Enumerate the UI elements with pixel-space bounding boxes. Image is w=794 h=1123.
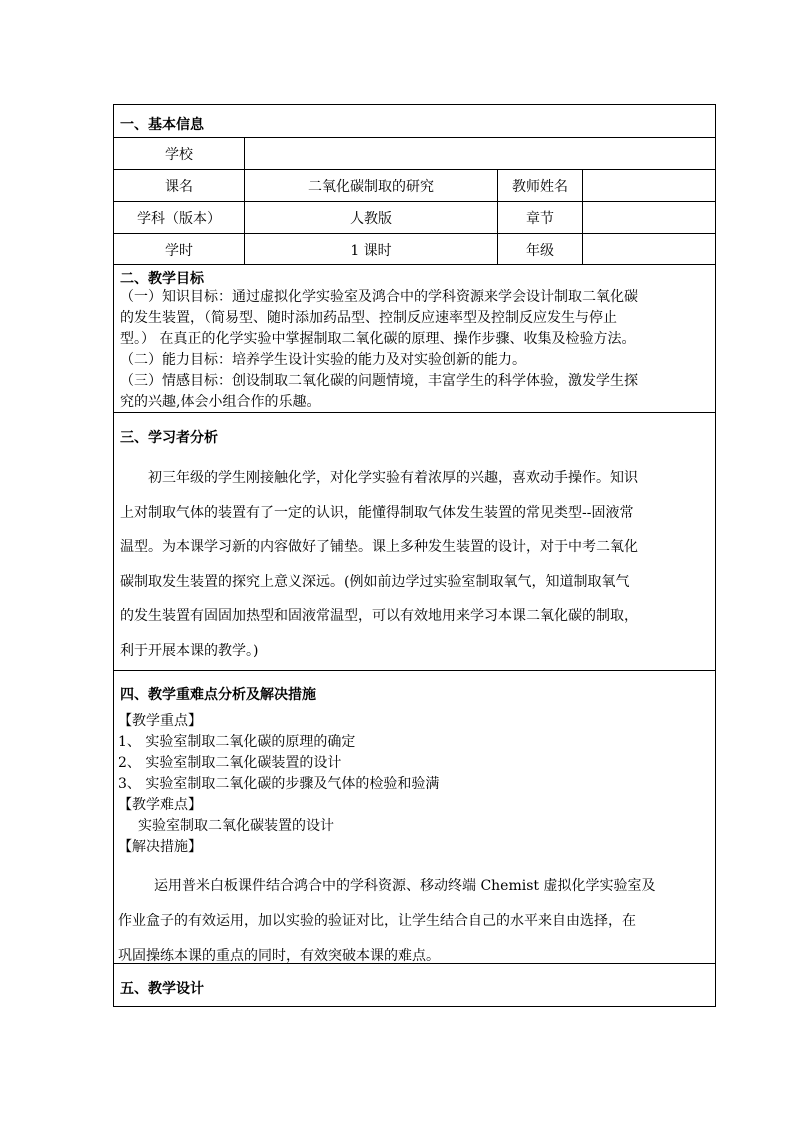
text-line: （三）情感目标：创设制取二氧化碳的问题情境，丰富学生的科学体验，激发学生探: [120, 373, 638, 389]
section-title: 三、学习者分析: [120, 430, 218, 446]
analysis-text: [120, 461, 715, 668]
row-label-2: 章节: [497, 202, 582, 233]
row-label: 课名: [165, 178, 193, 195]
measures-text: [118, 869, 715, 974]
row-label-2: 教师姓名: [497, 170, 582, 201]
table-row: [114, 233, 715, 265]
section-basic-info: [114, 105, 715, 265]
lesson-plan-table: [113, 104, 716, 1007]
measure-heading: 【解决措施】: [118, 839, 202, 855]
text-line: 运用普米白板课件结合鸿合中的学科资源、移动终端 Chemist 虚拟化学实验室及: [154, 878, 656, 894]
list-item: 实验室制取二氧化碳装置的设计: [138, 818, 334, 834]
table-row: [114, 169, 715, 201]
text-line: 作业盒子的有效运用，加以实验的验证对比，让学生结合自己的水平来自由选择，在: [118, 913, 636, 929]
text-line: 初三年级的学生刚接触化学，对化学实验有着浓厚的兴趣，喜欢动手操作。知识: [148, 470, 638, 486]
row-label-2: 年级: [497, 234, 582, 265]
row-value: [244, 138, 715, 169]
table-row: [114, 137, 715, 169]
section-title: 二、教学目标: [120, 271, 204, 287]
row-label: 学校: [165, 146, 193, 163]
row-value: 人教版: [244, 202, 497, 233]
text-line: 上对制取气体的装置有了一定的认识，能懂得制取气体发生装置的常见类型--固液常: [120, 504, 634, 521]
row-value: 二氧化碳制取的研究: [244, 170, 497, 201]
text-line: （二）能力目标：培养学生设计实验的能力及对实验创新的能力。: [120, 352, 526, 368]
section-title: 一、基本信息: [120, 117, 204, 133]
list-item: 1、 实验室制取二氧化碳的原理的确定: [118, 734, 356, 750]
row-value: 1 课时: [244, 234, 497, 265]
difficulty-heading: 【教学难点】: [118, 797, 202, 813]
focus-heading: 【教学重点】: [118, 713, 202, 729]
section-title: 四、教学重难点分析及解决措施: [120, 687, 316, 703]
row-value-2: [582, 202, 715, 233]
row-value-2: [582, 234, 715, 265]
text-line: 型。） 在真正的化学实验中掌握制取二氧化碳的原理、操作步骤、收集及检验方法。: [120, 331, 636, 347]
table-row: [114, 201, 715, 233]
text-line: 温型。为本课学习新的内容做好了铺垫。课上多种发生装置的设计，对于中考二氧化: [120, 539, 638, 555]
row-label: 学科（版本）: [137, 210, 221, 227]
text-line: 利于开展本课的教学。): [120, 642, 259, 659]
text-line: （一）知识目标：通过虚拟化学实验室及鸿合中的学科资源来学会设计制取二氧化碳: [120, 289, 638, 305]
row-value-2: [582, 170, 715, 201]
section-learner-analysis: [114, 413, 715, 671]
section-teaching-design: [114, 964, 715, 1006]
section-teaching-objectives: [114, 265, 715, 413]
row-label: 学时: [165, 242, 193, 259]
list-item: 3、 实验室制取二氧化碳的步骤及气体的检验和验满: [118, 776, 440, 792]
section-key-points: [114, 671, 715, 964]
text-line: 巩固操练本课的重点的同时，有效突破本课的难点。: [118, 948, 440, 964]
text-line: 碳制取发生装置的探究上意义深远。(例如前边学过实验室制取氧气，知道制取氧气: [120, 573, 630, 590]
section-title: 五、教学设计: [120, 981, 204, 997]
text-line: 的发生装置有固固加热型和固液常温型，可以有效地用来学习本课二氧化碳的制取，: [120, 608, 638, 624]
text-line: 究的兴趣,体会小组合作的乐趣。: [120, 394, 321, 410]
list-item: 2、 实验室制取二氧化碳装置的设计: [118, 755, 342, 771]
key-points-text: [118, 711, 713, 858]
text-line: 的发生装置，（简易型、随时添加药品型、控制反应速率型及控制反应发生与停止: [120, 310, 617, 326]
objectives-text: [120, 287, 715, 413]
